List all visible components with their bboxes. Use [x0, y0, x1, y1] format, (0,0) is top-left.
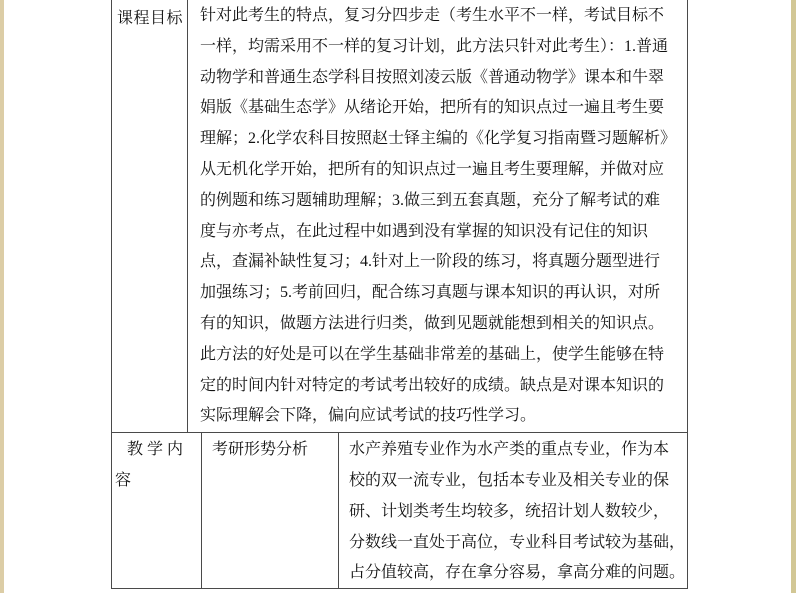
exam-situation-analysis-label: 考研形势分析: [212, 441, 309, 459]
text-line: 一样，均需采用不一样的复习计划，此方法只针对此考生）：1.普通: [200, 37, 669, 55]
teaching-content-label-cell: [112, 433, 202, 589]
text-line: 水产养殖专业作为水产类的重点专业，作为本: [349, 441, 670, 459]
text-line: 从无机化学开始，把所有的知识点过一遍且考生要理解，并做对应: [200, 160, 665, 178]
text-line: 容: [115, 471, 132, 489]
course-objectives-label: 课程目标: [117, 10, 184, 27]
exam-situation-analysis-label-cell: [202, 433, 339, 589]
text-line: 教 学 内: [127, 441, 184, 459]
exam-situation-analysis-content-cell: [339, 433, 687, 589]
text-line: 加强练习；5.考前回归，配合练习真题与课本知识的再认识，对所: [200, 284, 661, 302]
text-line: 动物学和普通生态学科目按照刘凌云版《普通动物学》课本和牛翠: [200, 68, 665, 86]
text-line: 点，查漏补缺性复习；4.针对上一阶段的练习，将真题分题型进行: [200, 253, 661, 271]
page-edge-right: [791, 0, 796, 593]
course-objectives-content-cell: [188, 0, 687, 432]
text-line: 的例题和练习题辅助理解；3.做三到五套真题，充分了解考试的难: [200, 191, 661, 209]
table-row-course-objectives: [112, 0, 687, 433]
table-row-teaching-content: [112, 433, 687, 589]
text-line: 实际理解会下降，偏向应试考试的技巧性学习。: [200, 407, 537, 425]
text-line: 针对此考生的特点，复习分四步走（考生水平不一样，考试目标不: [200, 7, 665, 24]
text-line: 研、计划类考生均较多，统招计划人数较少，: [349, 502, 670, 520]
text-line: 此方法的好处是可以在学生基础非常差的基础上，使学生能够在特: [200, 345, 665, 363]
page-edge-left: [0, 0, 4, 593]
text-line: 有的知识，做题方法进行归类，做到见题就能想到相关的知识点。: [200, 314, 665, 332]
text-line: 占分值较高，存在拿分容易，拿高分难的问题。: [349, 564, 686, 582]
course-objectives-label-cell: [112, 0, 188, 432]
document-table: [111, 0, 688, 589]
text-line: 校的双一流专业，包括本专业及相关专业的保: [349, 471, 670, 489]
text-line: 分数线一直处于高位，专业科目考试较为基础，: [349, 533, 686, 551]
text-line: 度与亦考点，在此过程中如遇到没有掌握的知识没有记住的知识: [200, 222, 649, 240]
text-line: 定的时间内针对特定的考试考出较好的成绩。缺点是对课本知识的: [200, 376, 665, 394]
text-line: 理解；2.化学农科目按照赵士铎主编的《化学复习指南暨习题解析》: [200, 130, 677, 148]
text-line: 娟版《基础生态学》从绪论开始，把所有的知识点过一遍且考生要: [200, 99, 665, 117]
